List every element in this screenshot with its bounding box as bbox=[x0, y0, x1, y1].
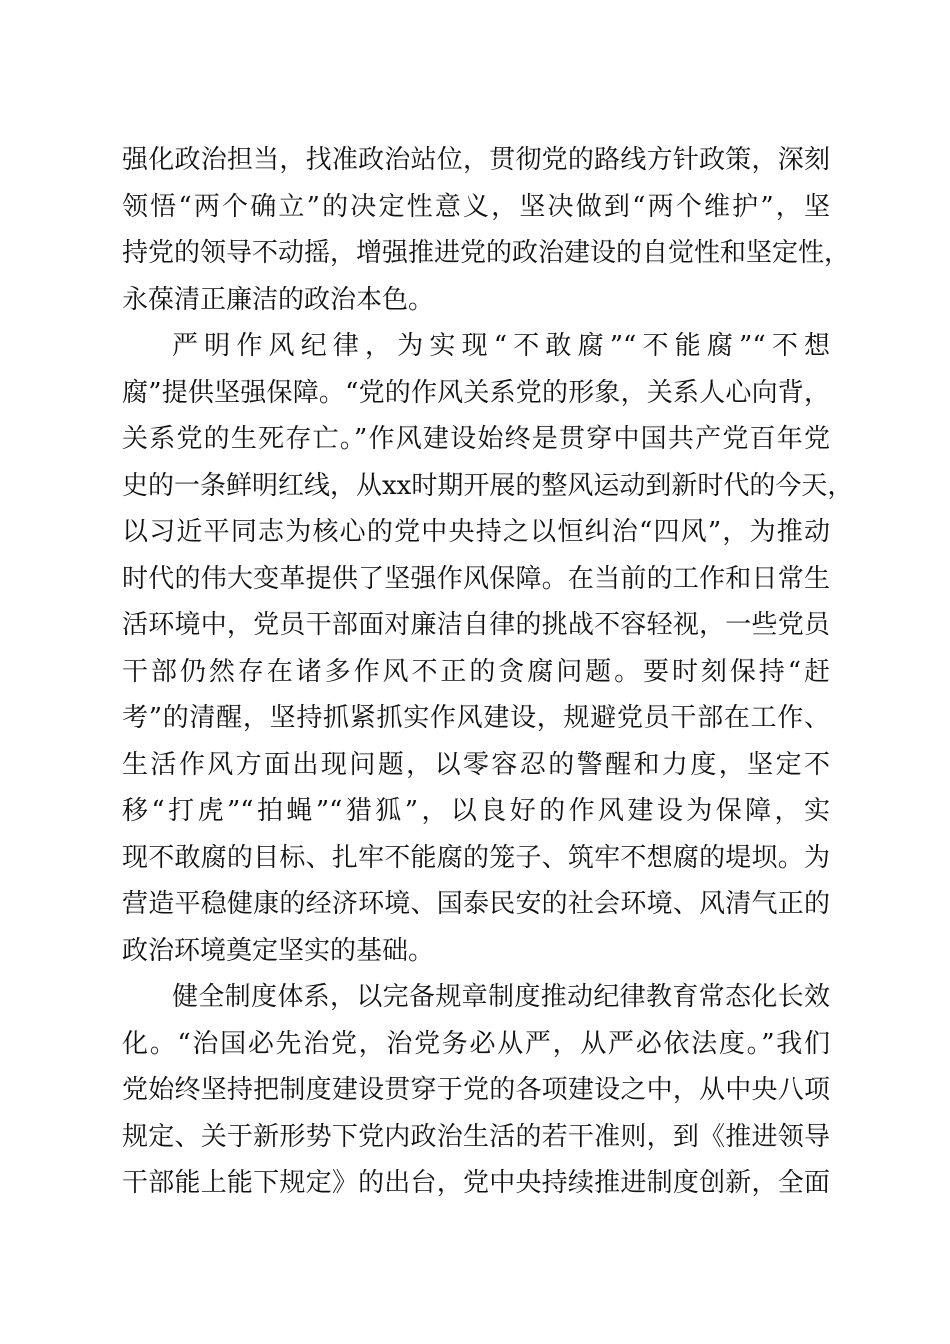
text-line: 永葆清正廉洁的政治本色。 bbox=[122, 284, 435, 315]
text-line: 腐”提供坚强保障。“党的作风关系党的形象，关系人心向背， bbox=[122, 377, 830, 408]
text-line: 干部仍然存在诸多作风不正的贪腐问题。要时刻保持“赶 bbox=[122, 656, 830, 687]
text-line: 生活作风方面出现问题，以零容忍的警醒和力度，坚定不 bbox=[122, 749, 830, 780]
text-line: 化。“治国必先治党，治党务必从严，从严必依法度。”我们 bbox=[122, 1028, 830, 1059]
text-line: 领悟“两个确立”的决定性意义，坚决做到“两个维护”，坚 bbox=[122, 191, 830, 222]
text-line: 活环境中，党员干部面对廉洁自律的挑战不容轻视，一些党员 bbox=[122, 610, 830, 640]
text-line: 规定、关于新形势下党内政治生活的若干准则，到《推进领导 bbox=[122, 1121, 830, 1152]
text-line: 干部能上能下规定》的出台，党中央持续推进制度创新，全面 bbox=[122, 1168, 830, 1198]
text-line: 考”的清醒，坚持抓紧抓实作风建设，规避党员干部在工作、 bbox=[122, 703, 830, 733]
text-line: 移“打虎”“拍蝇”“猎狐”，以良好的作风建设为保障，实 bbox=[122, 796, 830, 826]
text-line: 以习近平同志为核心的党中央持之以恒纠治“四风”，为推动 bbox=[122, 517, 830, 547]
paragraph-work-style-discipline bbox=[122, 328, 854, 979]
text-line: 严明作风纪律，为实现“不敢腐”“不能腐”“不想 bbox=[172, 331, 830, 361]
text-line: 关系党的生死存亡。”作风建设始终是贯穿中国共产党百年党 bbox=[122, 424, 830, 454]
document-body bbox=[122, 142, 854, 1212]
text-line: 党始终坚持把制度建设贯穿于党的各项建设之中，从中央八项 bbox=[122, 1075, 830, 1105]
text-line: 史的一条鲜明红线，从xx时期开展的整风运动到新时代的今天， bbox=[122, 470, 854, 501]
text-line: 持党的领导不动摇，增强推进党的政治建设的自觉性和坚定性， bbox=[122, 238, 851, 268]
paragraph-political-responsibility bbox=[122, 142, 851, 328]
paragraph-institutional-system bbox=[122, 979, 830, 1212]
text-line: 健全制度体系，以完备规章制度推动纪律教育常态化长效 bbox=[172, 982, 830, 1012]
text-line: 时代的伟大变革提供了坚强作风保障。在当前的工作和日常生 bbox=[122, 563, 830, 594]
text-line: 政治环境奠定坚实的基础。 bbox=[122, 935, 435, 966]
text-line: 现不敢腐的目标、扎牢不能腐的笼子、筑牢不想腐的堤坝。为 bbox=[122, 842, 830, 873]
text-line: 强化政治担当，找准政治站位，贯彻党的路线方针政策，深刻 bbox=[122, 145, 830, 175]
text-line: 营造平稳健康的经济环境、国泰民安的社会环境、风清气正的 bbox=[122, 889, 830, 919]
